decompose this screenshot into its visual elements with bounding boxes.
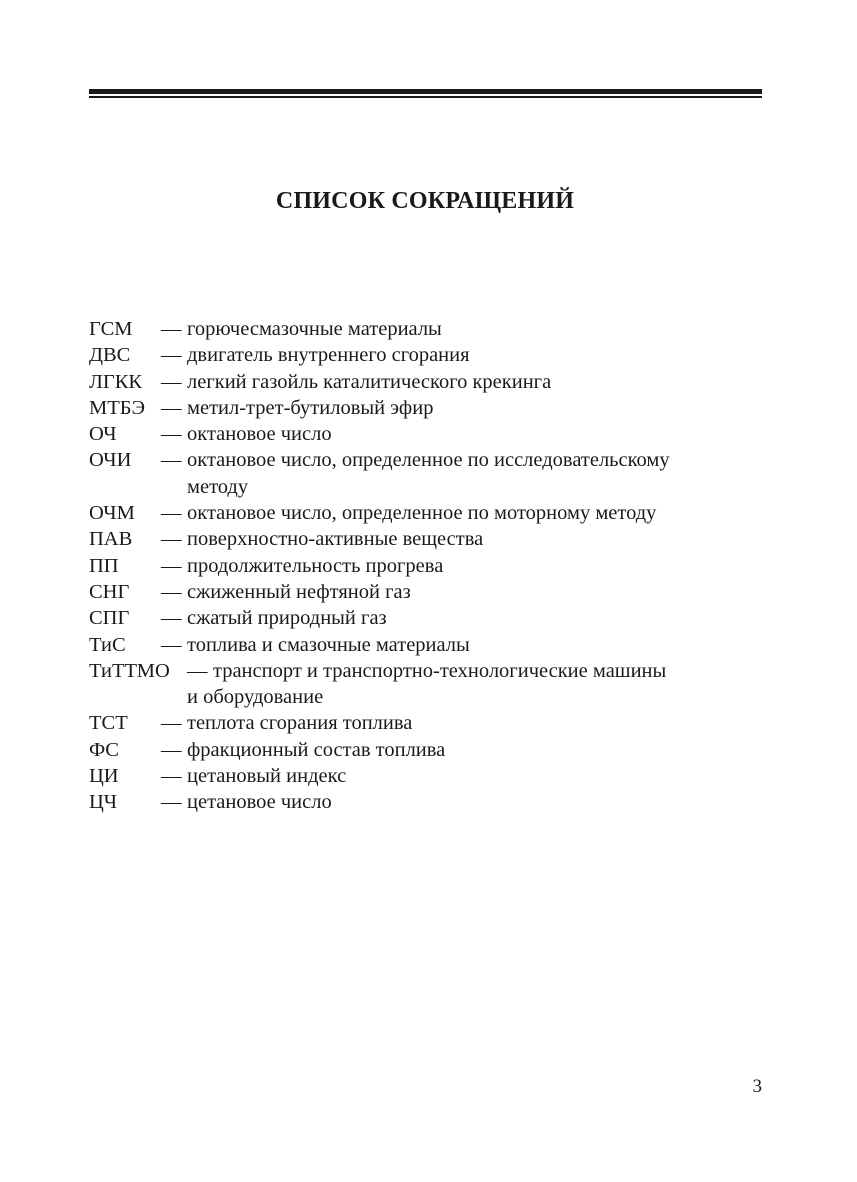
definition-line: продолжительность прогрева [187,554,444,577]
abbreviation-term: ФС [89,738,119,761]
dash-separator: — [161,396,182,419]
dash-separator: — [161,554,182,577]
definition-line: топлива и смазочные материалы [187,633,470,656]
abbreviation-term: ТиС [89,633,126,656]
abbreviation-term: МТБЭ [89,396,146,419]
definition-line: двигатель внутреннего сгорания [187,344,470,367]
list-item [89,526,769,552]
dash-separator: — [161,318,182,340]
definition-line: метил-трет-бутиловый эфир [187,396,434,419]
definition-line: октановое число, определенное по исследовательскому [187,449,670,472]
abbreviation-term: ЦЧ [89,791,118,814]
abbreviation-term: ДВС [89,344,131,367]
abbreviation-definition [187,316,769,342]
dash-separator: — [161,738,182,761]
list-item [89,789,769,815]
abbreviation-definition [187,500,769,526]
abbreviation-term: ТиТТМО [89,659,170,682]
abbreviation-definition [187,632,769,658]
dash-separator: — [161,370,182,393]
abbreviation-definition [187,369,769,395]
definition-line: поверхностно-активные вещества [187,528,484,551]
definition-line: цетановый индекс [187,765,347,788]
definition-line: сжатый природный газ [187,607,387,630]
abbreviation-definition [187,553,769,579]
definition-line-continued: методу [187,475,249,498]
abbreviation-definition [187,579,769,605]
dash-separator: — [161,344,182,367]
dash-separator: — [161,633,182,656]
abbreviation-term: СНГ [89,580,130,603]
list-item [89,710,769,736]
dash-separator: — [161,502,182,525]
abbreviation-term: ЦИ [89,765,119,788]
definition-line: октановое число, определенное по моторному методу [187,502,657,525]
list-item [89,658,769,711]
definition-line: легкий газойль каталитического крекинга [187,370,552,393]
definition-line: фракционный состав топлива [187,738,446,761]
list-item [89,342,769,368]
list-item [89,421,769,447]
abbreviation-term: ОЧ [89,423,117,446]
list-item [89,632,769,658]
abbreviation-term: ПП [89,554,119,577]
abbreviation-term: ТСТ [89,712,128,735]
dash-separator: — [161,580,182,603]
abbreviation-definition [187,526,769,552]
dash-separator: — [161,712,182,735]
dash-separator: — [161,765,182,788]
abbreviation-definition [187,658,769,711]
dash-separator: — [161,607,182,630]
definition-line-continued: и оборудование [187,686,324,709]
list-item [89,395,769,421]
page-title: СПИСОК СОКРАЩЕНИЙ [275,188,575,214]
list-item [89,500,769,526]
page-number: 3 [752,1076,762,1097]
definition-line: теплота сгорания топлива [187,712,413,735]
definition-line: транспорт и транспортно-технологические машины [213,659,667,682]
header-rule-thin [89,96,762,98]
list-item [89,553,769,579]
abbreviation-term: ОЧИ [89,449,132,472]
dash-separator: — [187,659,208,682]
abbreviation-definition [187,789,769,815]
list-item [89,447,769,500]
dash-separator: — [161,423,182,446]
list-item [89,369,769,395]
abbreviation-definition [187,342,769,368]
list-item [89,316,769,342]
abbreviation-definition [187,447,769,500]
abbreviation-definition [187,763,769,789]
abbreviation-definition [187,710,769,736]
abbreviation-term: ЛГКК [89,370,143,393]
abbreviation-definition [187,421,769,447]
list-item [89,579,769,605]
list-item [89,737,769,763]
abbreviation-definition [187,605,769,631]
list-item [89,605,769,631]
dash-separator: — [161,528,182,551]
definition-line: сжиженный нефтяной газ [187,580,411,603]
abbreviation-definition [187,737,769,763]
abbreviation-definition [187,395,769,421]
abbreviation-term: СПГ [89,607,130,630]
header-rule-thick [89,89,762,94]
abbreviation-list [89,316,769,816]
abbreviation-term: ПАВ [89,528,133,551]
definition-line: октановое число [187,423,332,446]
abbreviation-term: ОЧМ [89,502,135,525]
abbreviation-term: ГСМ [89,318,133,340]
list-item [89,763,769,789]
definition-line: горючесмазочные материалы [187,318,442,340]
dash-separator: — [161,791,182,814]
definition-line: цетановое число [187,791,332,814]
dash-separator: — [161,449,182,472]
